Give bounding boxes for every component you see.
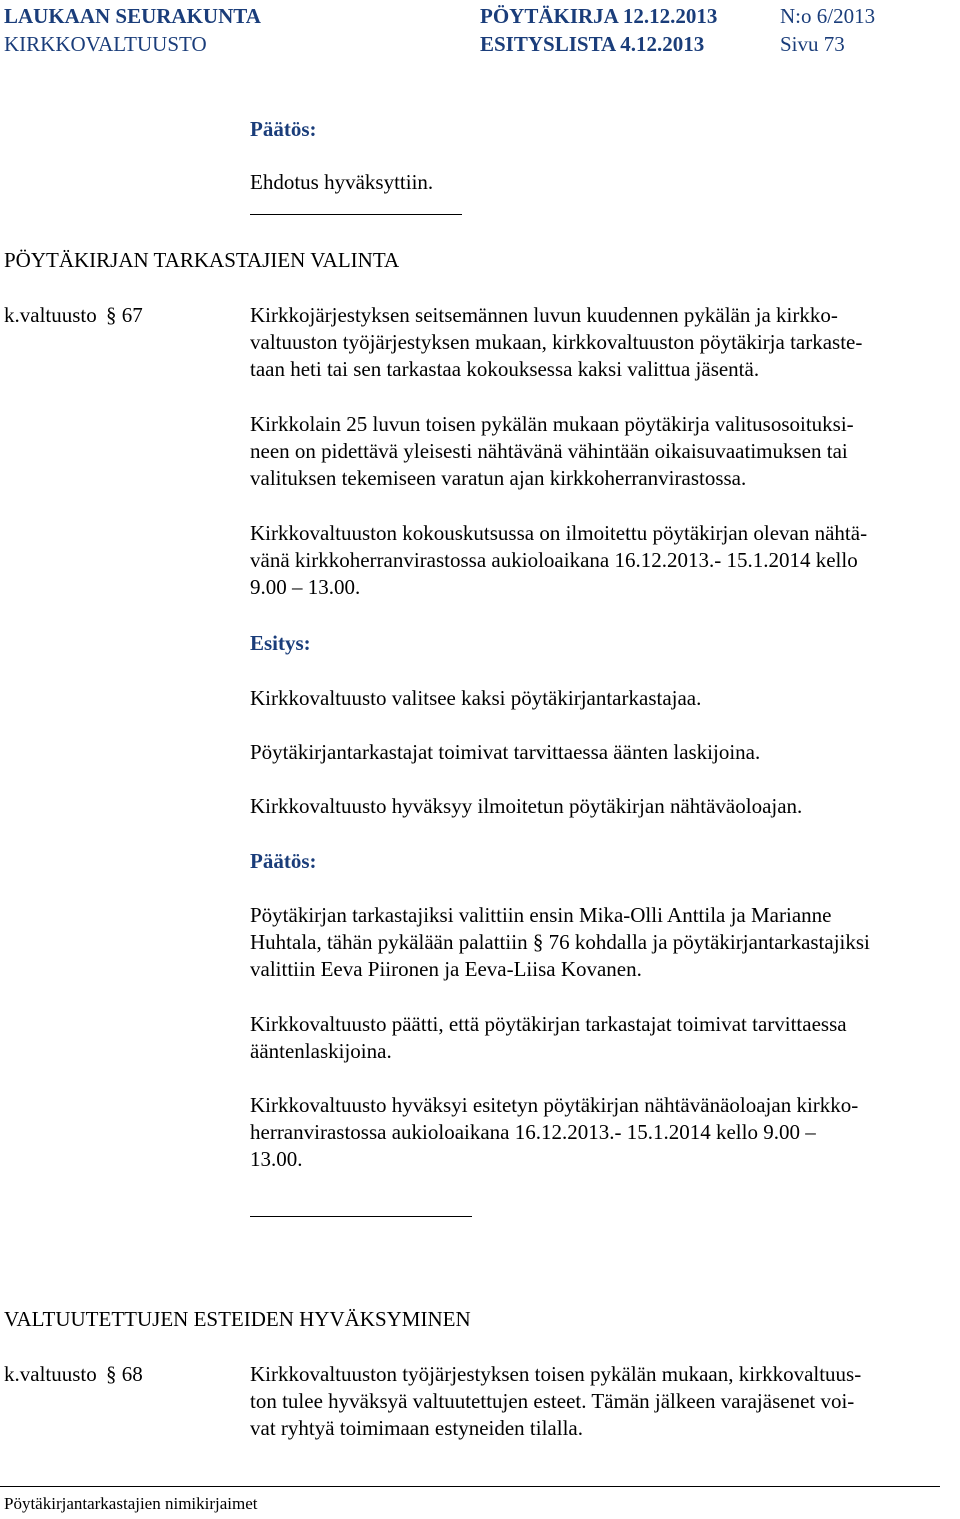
paragraph-intro [250, 302, 940, 383]
text-line: Kirkkovaltuusto päätti, että pöytäkirjan tarkastajat toimivat tarvittaessa [250, 1012, 847, 1036]
text-line: neen on pidettävä yleisesti nähtävänä vähintään oikaisuvaatimuksen tai [250, 439, 848, 463]
header-council: KIRKKOVALTUUSTO [4, 32, 207, 56]
text-line: Kirkkovaltuuston kokouskutsussa on ilmoitettu pöytäkirjan olevan nähtä- [250, 521, 868, 545]
header-minutes: PÖYTÄKIRJA 12.12.2013 [480, 4, 718, 28]
section-reference [4, 302, 143, 329]
text-line: valtuuston työjärjestyksen mukaan, kirkkovaltuuston pöytäkirja tarkaste- [250, 330, 863, 354]
header-page: Sivu 73 [780, 32, 845, 56]
proposal-line: Kirkkovaltuusto valitsee kaksi pöytäkirjantarkastajaa. [250, 686, 702, 710]
section-heading: PÖYTÄKIRJAN TARKASTAJIEN VALINTA [4, 248, 400, 272]
header-agenda: ESITYSLISTA 4.12.2013 [480, 32, 705, 56]
text-line: Pöytäkirjan tarkastajiksi valittiin ensin Mika-Olli Anttila ja Marianne [250, 903, 832, 927]
paragraph-decision-period [250, 1092, 940, 1173]
text-line: Kirkkojärjestyksen seitsemännen luvun kuudennen pykälän ja kirkko- [250, 303, 838, 327]
paragraph-notice [250, 520, 940, 601]
text-line: valituksen tekemiseen varatun ajan kirkkoherranvirastossa. [250, 466, 747, 490]
paragraph-absences [250, 1361, 940, 1442]
text-line: Huhtala, tähän pykälään palattiin § 76 kohdalla ja pöytäkirjantarkastajiksi [250, 930, 870, 954]
header-number: N:o 6/2013 [780, 4, 876, 28]
proposal-line: Kirkkovaltuusto hyväksyy ilmoitetun pöytäkirjan nähtäväoloajan. [250, 794, 803, 818]
section-symbol-icon: § [106, 303, 117, 327]
text-line: ton tulee hyväksyä valtuutettujen esteet. Tämän jälkeen varajäsenet voi- [250, 1389, 855, 1413]
section-symbol-icon: § [106, 1362, 117, 1386]
footer-line [0, 1486, 940, 1487]
text-line: vänä kirkkoherranvirastossa aukioloaikana 16.12.2013.- 15.1.2014 kello [250, 548, 858, 572]
text-line: ääntenlaskijoina. [250, 1039, 392, 1063]
text-line: 13.00. [250, 1147, 303, 1171]
text-line: 9.00 – 13.00. [250, 575, 361, 599]
reference-label: k.valtuusto [4, 303, 97, 327]
text-line: Kirkkovaltuuston työjärjestyksen toisen pykälän mukaan, kirkkovaltuus- [250, 1362, 862, 1386]
section-reference [4, 1361, 143, 1388]
paragraph-decision-selection [250, 902, 940, 983]
text-line: herranvirastossa aukioloaikana 16.12.2013.- 15.1.2014 kello 9.00 – [250, 1120, 816, 1144]
divider-line [250, 1216, 472, 1217]
reference-number: 68 [121, 1362, 143, 1386]
paragraph-church-law [250, 411, 940, 492]
header-org: LAUKAAN SEURAKUNTA [4, 4, 261, 28]
footer-initials-label: Pöytäkirjantarkastajien nimikirjaimet [4, 1494, 258, 1513]
text-line: Kirkkolain 25 luvun toisen pykälän mukaan pöytäkirja valitusosoituksi- [250, 412, 854, 436]
top-decision-label: Päätös: [250, 117, 317, 141]
paragraph-decision-counting [250, 1011, 940, 1065]
text-line: vat ryhtyä toimimaan estyneiden tilalla. [250, 1416, 583, 1440]
reference-label: k.valtuusto [4, 1362, 97, 1386]
text-line: Kirkkovaltuusto hyväksyi esitetyn pöytäkirjan nähtävänäoloajan kirkko- [250, 1093, 859, 1117]
divider-line [250, 214, 462, 215]
decision-label: Päätös: [250, 849, 317, 873]
top-decision-text: Ehdotus hyväksyttiin. [250, 170, 434, 194]
reference-number: 67 [121, 303, 143, 327]
proposal-line: Pöytäkirjantarkastajat toimivat tarvittaessa äänten laskijoina. [250, 740, 761, 764]
text-line: valittiin Eeva Piironen ja Eeva-Liisa Kovanen. [250, 957, 642, 981]
section-heading: VALTUUTETTUJEN ESTEIDEN HYVÄKSYMINEN [4, 1307, 471, 1331]
proposal-label: Esitys: [250, 631, 311, 655]
text-line: taan heti tai sen tarkastaa kokouksessa kaksi valittua jäsentä. [250, 357, 760, 381]
